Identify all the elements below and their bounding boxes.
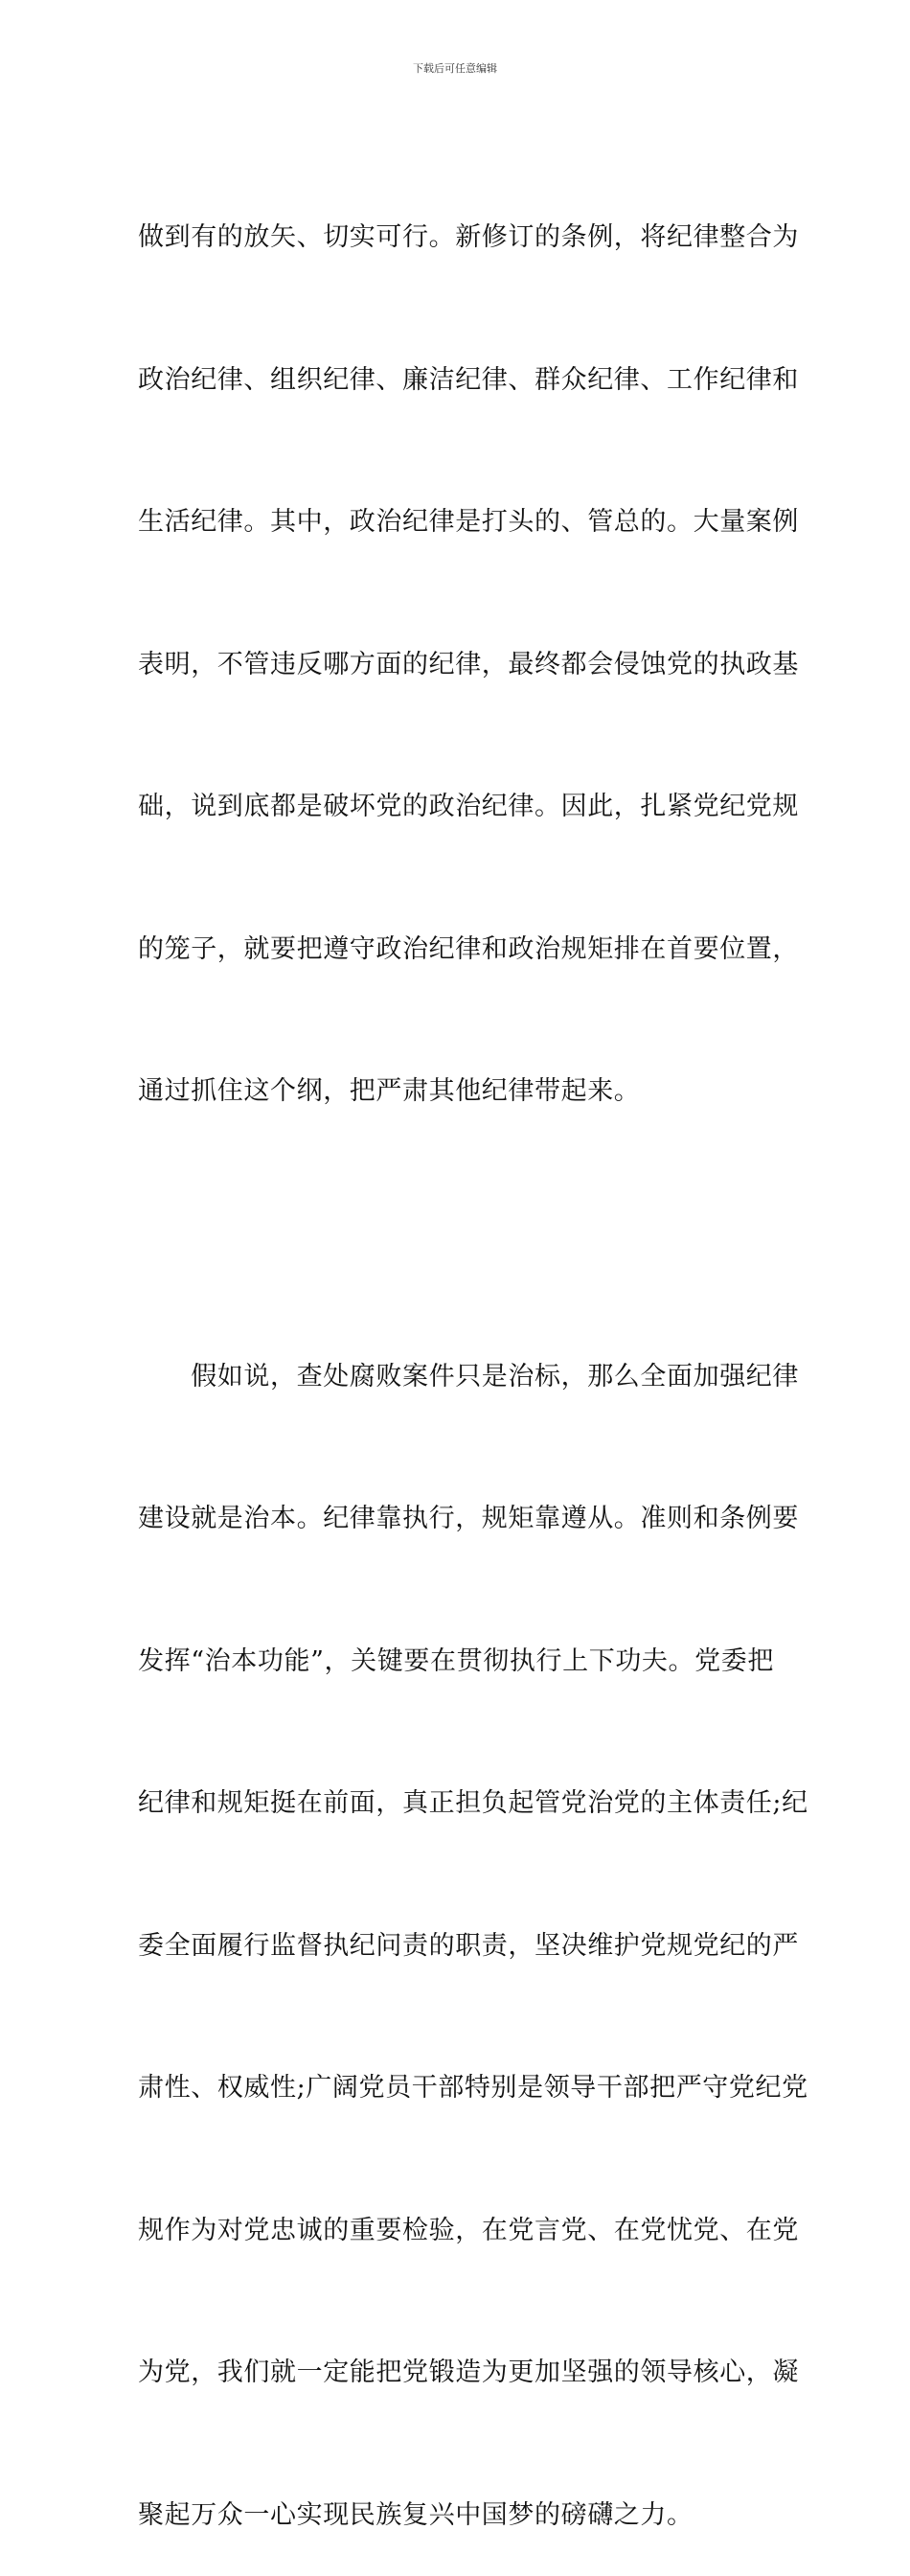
paragraph-line: 聚起万众一心实现民族复兴中国梦的磅礴之力。 — [138, 2492, 774, 2540]
page-header: 下载后可任意编辑 — [0, 61, 910, 77]
paragraph-line: 的笼子，就要把遵守政治纪律和政治规矩排在首要位置， — [138, 926, 774, 974]
document-body — [138, 119, 774, 2576]
paragraph-line: 表明，不管违反哪方面的纪律，最终都会侵蚀党的执政基 — [138, 641, 774, 689]
paragraph-line: 发挥“治本功能”，关键要在贯彻执行上下功夫。党委把 — [138, 1638, 774, 1686]
paragraph-line: 肃性、权威性;广阔党员干部特别是领导干部把严守党纪党 — [138, 2064, 774, 2112]
paragraph-line: 假如说，查处腐败案件只是治标，那么全面加强纪律 — [138, 1353, 774, 1401]
paragraph-line: 础，说到底都是破坏党的政治纪律。因此，扎紧党纪党规 — [138, 783, 774, 831]
paragraph-line: 规作为对党忠诚的重要检验，在党言党、在党忧党、在党 — [138, 2207, 774, 2255]
paragraph-line: 建设就是治本。纪律靠执行，规矩靠遵从。准则和条例要 — [138, 1495, 774, 1543]
paragraph-line: 为党，我们就一定能把党锻造为更加坚强的领导核心，凝 — [138, 2349, 774, 2397]
paragraph-line: 委全面履行监督执纪问责的职责，坚决维护党规党纪的严 — [138, 1922, 774, 1970]
paragraph-1 — [138, 119, 774, 1210]
paragraph-line: 通过抓住这个纲，把严肃其他纪律带起来。 — [138, 1068, 774, 1116]
paragraph-line: 做到有的放矢、切实可行。新修订的条例，将纪律整合为 — [138, 214, 774, 262]
paragraph-line: 政治纪律、组织纪律、廉洁纪律、群众纪律、工作纪律和 — [138, 356, 774, 404]
paragraph-line: 纪律和规矩挺在前面，真正担负起管党治党的主体责任;纪 — [138, 1780, 774, 1828]
paragraph-line: 生活纪律。其中，政治纪律是打头的、管总的。大量案例 — [138, 498, 774, 546]
paragraph-2 — [138, 1258, 774, 2576]
